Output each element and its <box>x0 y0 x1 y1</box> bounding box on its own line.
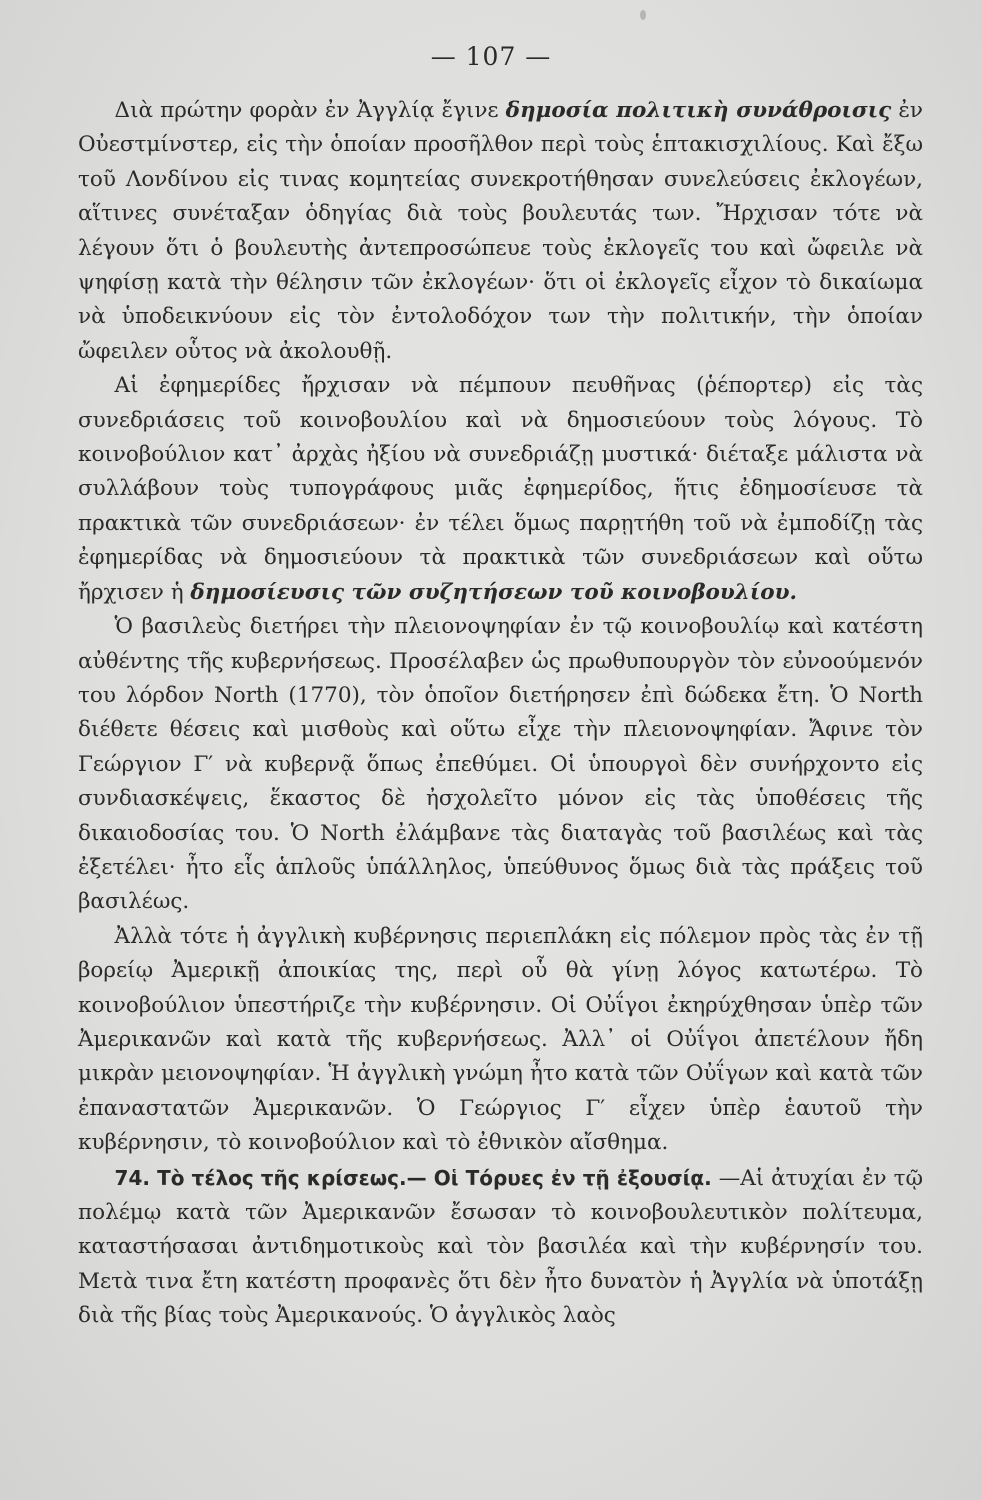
text-run: Αἱ ἐφημερίδες ἤρχισαν νὰ πέμπουν πευθῆνας (ῥέπορτερ) εἰς τὰς συνεδριάσεις τοῦ κοινοβουλίου καὶ νὰ δημοσιεύουν τοὺς λόγους. Τὸ κοινοβούλιον κατ᾽ ἀρχὰς ἠξίου νὰ συνεδριάζῃ μυστικά· διέταξε μάλιστα νὰ συλλάβουν τοὺς τυπογράφους μιᾶς ἐφημερίδος, ἥτις ἐδημοσίευσε τὰ πρακτικὰ τῶν συνεδριάσεων· ἐν τέλει ὅμως παρῃτήθη τοῦ νὰ ἐμποδίζῃ τὰς ἐφημερίδας νὰ δημοσιεύουν τὰ πρακτικὰ τῶν συνεδριάσεων καὶ οὕτω ἤρχισεν ἡ <box>78 373 923 605</box>
text-run: Ἀλλὰ τότε ἡ ἀγγλικὴ κυβέρνησις περιεπλάκη εἰς πόλεμον πρὸς τὰς ἐν τῇ βορείῳ Ἀμερικῇ ἀποικίας της, περὶ οὗ θὰ γίνῃ λόγος κατωτέρω. Τὸ κοινοβούλιον ὑπεστήριζε τὴν κυβέρνησιν. Οἱ Οὐΐγοι ἐκηρύχθησαν ὑπὲρ τῶν Ἀμερικανῶν καὶ κατὰ τῆς κυβερνήσεως. Ἀλλ᾽ οἱ Οὐΐγοι ἀπετέλουν ἤδη μικρὰν μειονοψηφίαν. Ἡ ἀγγλικὴ γνώμη ἦτο κατὰ τῶν Οὐΐγων καὶ κατὰ τῶν ἐπαναστατῶν Ἀμερικανῶν. Ὁ Γεώργιος Γ′ εἶχεν ὑπὲρ ἑαυτοῦ τὴν κυβέρνησιν, τὸ κοινοβούλιον καὶ τὸ ἐθνικὸν αἴσθημα. <box>78 923 923 1156</box>
text-run: —Αἱ ἀτυχίαι ἐν τῷ πολέμῳ κατὰ τῶν Ἀμερικανῶν ἔσωσαν τὸ κοινοβουλευτικὸν πολίτευμα, καταστήσασαι ἀντιδημοτικοὺς καὶ τὸν βασιλέα καὶ τὴν κυβέρνησίν του. Μετὰ τινα ἔτη κατέστη προφανὲς ὅτι δὲν ἦτο δυνατὸν ἡ Ἀγγλία νὰ ὑποτάξῃ διὰ τῆς βίας τοὺς Ἀμερικανούς. Ὁ ἀγγλικὸς λαὸς <box>78 1165 924 1329</box>
text-run: Ὁ βασιλεὺς διετήρει τὴν πλειονοψηφίαν ἐν τῷ κοινοβουλίῳ καὶ κατέστη αὐθέντης τῆς κυβερνήσεως. Προσέλαβεν ὡς πρωθυπουργὸν τὸν εὐνοούμενόν του λόρδον North (1770), τὸν ὁποῖον διετήρησεν ἐπὶ δώδεκα ἔτη. Ὁ North διέθετε θέσεις καὶ μισθοὺς καὶ οὕτω εἶχε τὴν πλειονοψηφίαν. Ἄφινε τὸν Γεώργιον Γ′ νὰ κυβερνᾷ ὅπως ἐπεθύμει. Οἱ ὑπουργοὶ δὲν συνήρχοντο εἰς συνδιασκέψεις, ἕκαστος δὲ ἠσχολεῖτο μόνον εἰς τὰς ὑποθέσεις τῆς δικαιοδοσίας του. Ὁ North ἐλάμβανε τὰς διαταγὰς τοῦ βασιλέως καὶ τὰς ἐξετέλει· ἦτο εἷς ἁπλοῦς ὑπάλληλος, ὑπεύθυνος ὅμως διὰ τὰς πράξεις τοῦ βασιλέως. <box>78 614 923 915</box>
section-heading: 74. Τὸ τέλος τῆς κρίσεως.— Οἱ Τόρυες ἐν τῇ ἐξουσίᾳ. <box>114 1165 712 1190</box>
paragraph <box>78 369 923 610</box>
body-text <box>78 94 923 1334</box>
paragraph <box>78 94 923 369</box>
paragraph <box>78 610 923 920</box>
emphasized-phrase: δημοσίευσις τῶν συζητήσεων τοῦ κοινοβουλίου. <box>190 579 797 605</box>
text-run: ἐν Οὐεστμίνστερ, εἰς τὴν ὁποίαν προσῆλθον περὶ τοὺς ἑπτακισχιλίους. Καὶ ἔξω τοῦ Λονδίνου εἰς τινας κομητείας συνεκροτήθησαν συνελεύσεις ἐκλογέων, αἵτινες συνέταξαν ὁδηγίας διὰ τοὺς βουλευτάς των. Ἤρχισαν τότε νὰ λέγουν ὅτι ὁ βουλευτὴς ἀντεπροσώπευε τοὺς ἐκλογεῖς του καὶ ὤφειλε νὰ ψηφίσῃ κατὰ τὴν θέλησιν τῶν ἐκλογέων· ὅτι οἱ ἐκλογεῖς εἶχον τὸ δικαίωμα νὰ ὑποδεικνύουν εἰς τὸν ἐντολοδόχον των τὴν πολιτικήν, τὴν ὁποίαν ὤφειλεν οὗτος νὰ ἀκολουθῇ. <box>78 98 923 364</box>
ink-smudge <box>640 10 646 20</box>
paragraph <box>78 1161 923 1334</box>
text-run: Διὰ πρώτην φορὰν ἐν Ἀγγλίᾳ ἔγινε <box>114 98 506 123</box>
paragraph <box>78 920 923 1161</box>
page-number: — 107 — <box>430 42 552 71</box>
emphasized-phrase: δημοσία πολιτικὴ συνάθροισις <box>505 98 892 123</box>
